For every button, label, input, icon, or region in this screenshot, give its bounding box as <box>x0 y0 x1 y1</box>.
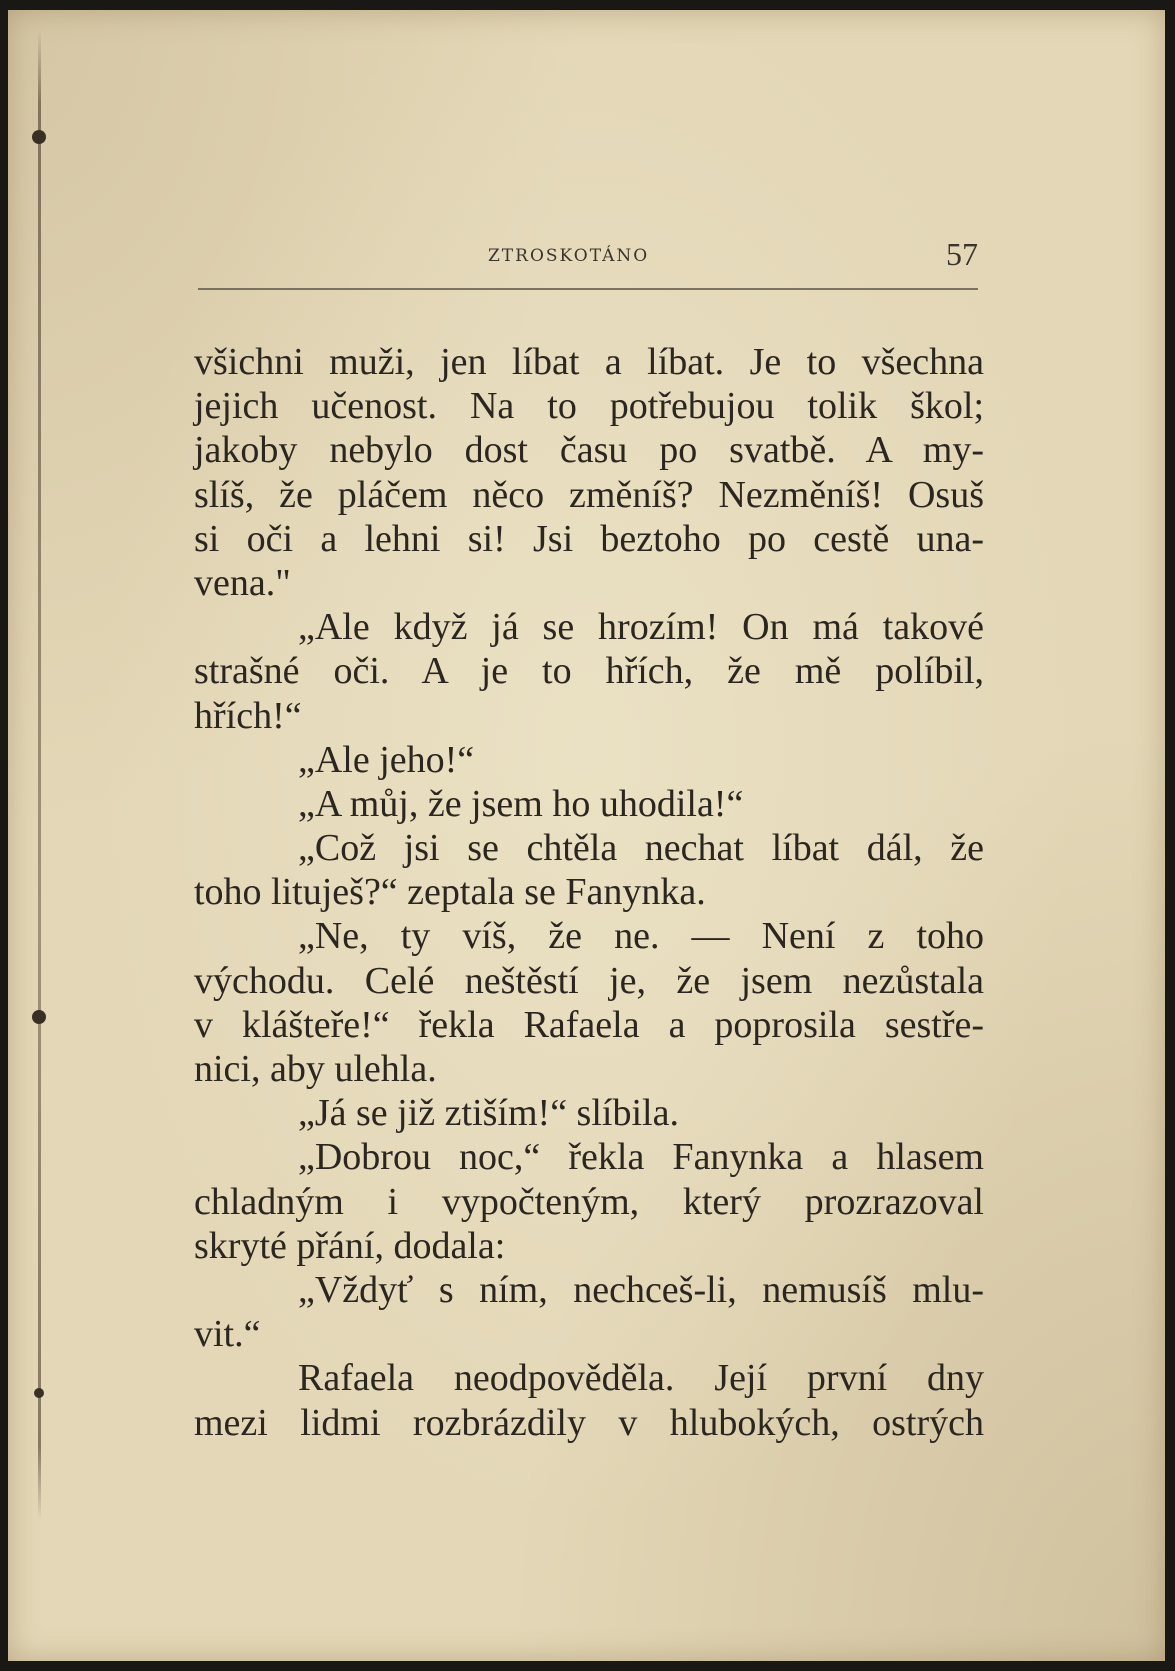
text-line: jejich učenost. Na to potřebujou tolik škol; <box>194 385 984 428</box>
text-line: „Ale když já se hrozím! On má takové <box>298 606 984 649</box>
text-line: hřích!“ <box>194 694 302 737</box>
binding-stitch <box>32 130 46 144</box>
text-line: skryté přání, dodala: <box>194 1224 506 1267</box>
text-line: nici, aby ulehla. <box>194 1048 437 1090</box>
text-line: „A můj, že jsem ho uhodila!“ <box>298 782 744 825</box>
book-page <box>8 10 1165 1661</box>
text-line: Rafaela neodpověděla. Její první dny <box>298 1357 984 1400</box>
text-line: slíš, že pláčem něco změníš? Nezměníš! Osuš <box>194 473 984 516</box>
text-line: jakoby nebylo dost času po svatbě. A my- <box>194 429 984 472</box>
text-line: východu. Celé neštěstí je, že jsem nezůstala <box>194 959 984 1002</box>
text-line: vit.“ <box>194 1313 261 1356</box>
binding-stitch <box>32 1010 46 1024</box>
text-line: „Vždyť s ním, nechceš-li, nemusíš mlu- <box>298 1268 984 1311</box>
text-line: v klášteře!“ řekla Rafaela a poprosila sestře- <box>194 1003 984 1046</box>
text-line: „Ale jeho!“ <box>298 738 475 781</box>
text-line: „Já se již ztiším!“ slíbila. <box>298 1092 679 1135</box>
binding-stitch <box>34 1388 44 1398</box>
text-line: toho lituješ?“ zeptala se Fanynka. <box>194 871 706 914</box>
page-header <box>198 236 978 276</box>
page-number: 57 <box>946 236 978 272</box>
body-text <box>194 340 984 1445</box>
text-line: všichni muži, jen líbat a líbat. Je to všechna <box>194 341 984 383</box>
text-line: strašné oči. A je to hřích, že mě políbil, <box>194 650 984 693</box>
text-line: „Což jsi se chtěla nechat líbat dál, že <box>298 827 984 870</box>
text-line: vena." <box>194 561 291 604</box>
text-line: mezi lidmi rozbrázdily v hlubokých, ostrých <box>194 1401 984 1444</box>
binding-edge <box>38 30 41 1520</box>
text-line: si oči a lehni si! Jsi beztoho po cestě una- <box>194 517 984 560</box>
text-line: chladným i vypočteným, který prozrazoval <box>194 1180 984 1223</box>
text-line: „Dobrou noc,“ řekla Fanynka a hlasem <box>298 1136 984 1179</box>
header-rule <box>198 288 978 290</box>
running-title: ZTROSKOTÁNO <box>488 246 650 266</box>
text-line: „Ne, ty víš, že ne. — Není z toho <box>298 915 984 958</box>
